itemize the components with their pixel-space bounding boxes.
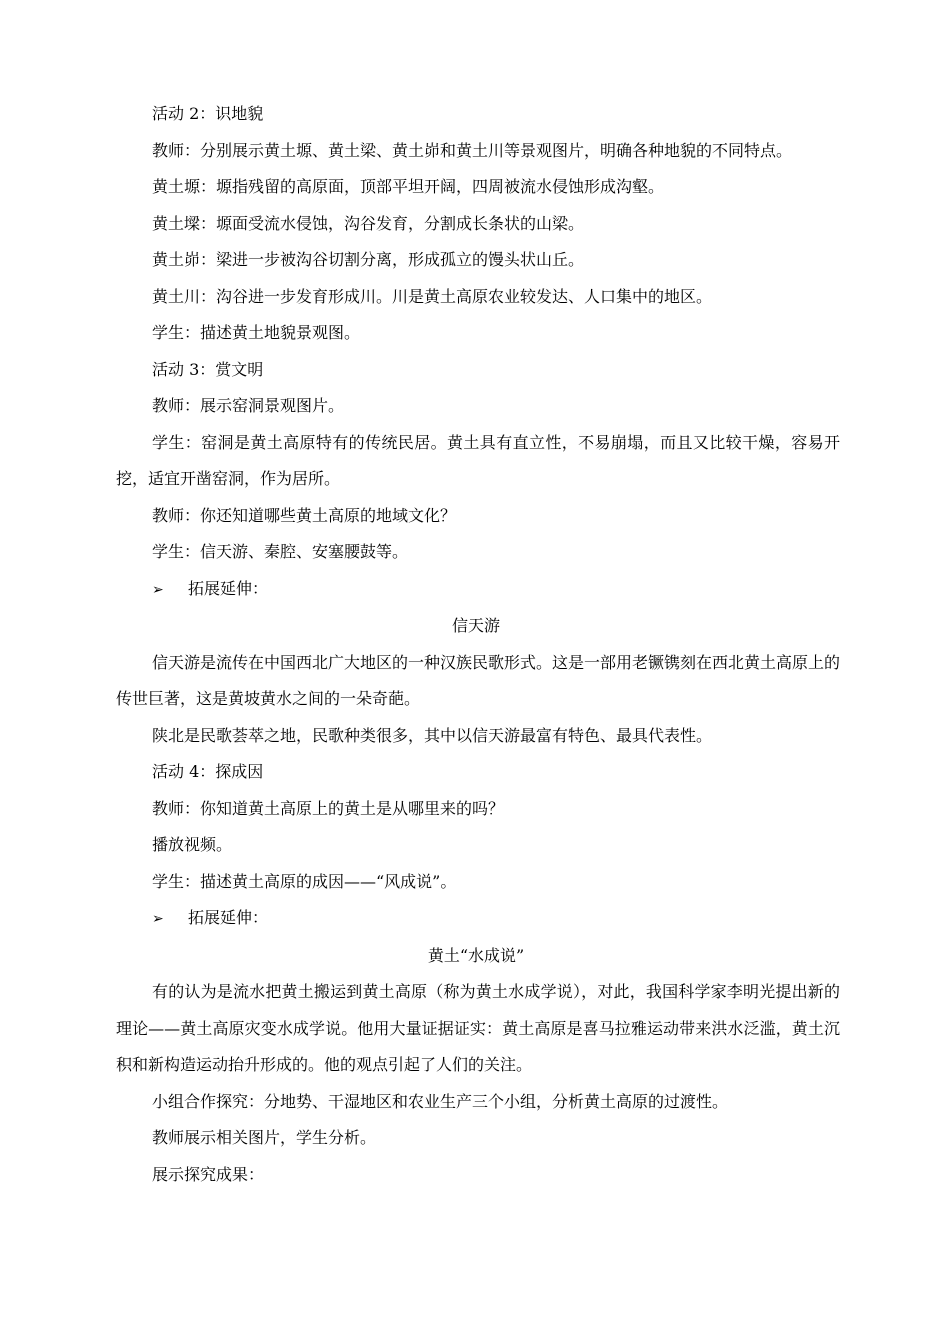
xintianyou-paragraph: 信天游是流传在中国西北广大地区的一种汉族民歌形式。这是一部用老镢镌刻在西北黄土高原上的传世巨著，这是黄坡黄水之间的一朵奇葩。	[116, 652, 841, 708]
shaanbei-folk-text: 陕北是民歌荟萃之地，民歌种类很多，其中以信天游最富有特色、最具代表性。	[152, 725, 713, 745]
student-describe-text: 学生：描述黄土地貌景观图。	[152, 323, 361, 342]
show-results-text: 展示探究成果：	[152, 1164, 265, 1184]
group-inquiry-text: 小组合作探究：分地势、干湿地区和农业生产三个小组，分析黄土高原的过渡性。	[152, 1091, 729, 1111]
loess-mao-text: 黄土峁：梁进一步被沟谷切割分离，形成孤立的馒头状山丘。	[152, 250, 585, 269]
activity-2-heading: 活动 2：识地貌	[152, 104, 264, 123]
water-theory-title: 黄土“水成说”	[427, 945, 525, 965]
student-cave-paragraph: 学生：窑洞是黄土高原特有的传统民居。黄土具有直立性，不易崩塌，而且又比较干燥，容易开挖，适宜开凿窑洞，作为居所。	[116, 432, 840, 488]
teacher-landform-paragraph: 教师：分别展示黄土塬、黄土梁、黄土峁和黄土川等景观图片，明确各种地貌的不同特点。	[152, 140, 793, 160]
extension-label: 拓展延伸：	[188, 908, 269, 927]
arrow-bullet-icon: ➢	[152, 911, 164, 927]
extension-bullet-1	[116, 571, 840, 609]
xintianyou-title: 信天游	[451, 616, 500, 635]
water-theory-paragraph: 有的认为是流水把黄土搬运到黄土高原（称为黄土水成学说），对此，我国科学家李明光提出新的理论——黄土高原灾变水成学说。他用大量证据证实：黄土高原是喜马拉雅运动带来洪水泛滥，黄土沉积和新构造运动抬升形成的。他的观点引起了人们的关注。	[116, 982, 840, 1074]
play-video-text: 播放视频。	[152, 835, 233, 854]
teacher-cave-text: 教师：展示窑洞景观图片。	[152, 396, 345, 415]
extension-label: 拓展延伸：	[188, 578, 269, 598]
activity-3-heading: 活动 3：赏文明	[152, 359, 264, 379]
loess-liang-text: 黄土墚：塬面受流水侵蚀，沟谷发育，分割成长条状的山梁。	[152, 213, 585, 233]
teacher-culture-question: 教师：你还知道哪些黄土高原的地域文化？	[152, 505, 457, 525]
loess-chuan-text: 黄土川：沟谷进一步发育形成川。川是黄土高原农业较发达、人口集中的地区。	[152, 286, 713, 306]
teacher-origin-question: 教师：你知道黄土高原上的黄土是从哪里来的吗？	[152, 798, 505, 818]
activity-4-heading: 活动 4：探成因	[152, 762, 264, 781]
arrow-bullet-icon: ➢	[152, 581, 164, 598]
loess-yuan-text: 黄土塬：塬指残留的高原面，顶部平坦开阔，四周被流水侵蚀形成沟壑。	[152, 177, 665, 196]
student-culture-answer: 学生：信天游、秦腔、安塞腰鼓等。	[152, 542, 409, 561]
student-wind-theory-text: 学生：描述黄土高原的成因——“风成说”。	[152, 871, 457, 891]
teacher-show-images-text: 教师展示相关图片，学生分析。	[152, 1128, 377, 1147]
extension-bullet-2	[116, 900, 840, 938]
